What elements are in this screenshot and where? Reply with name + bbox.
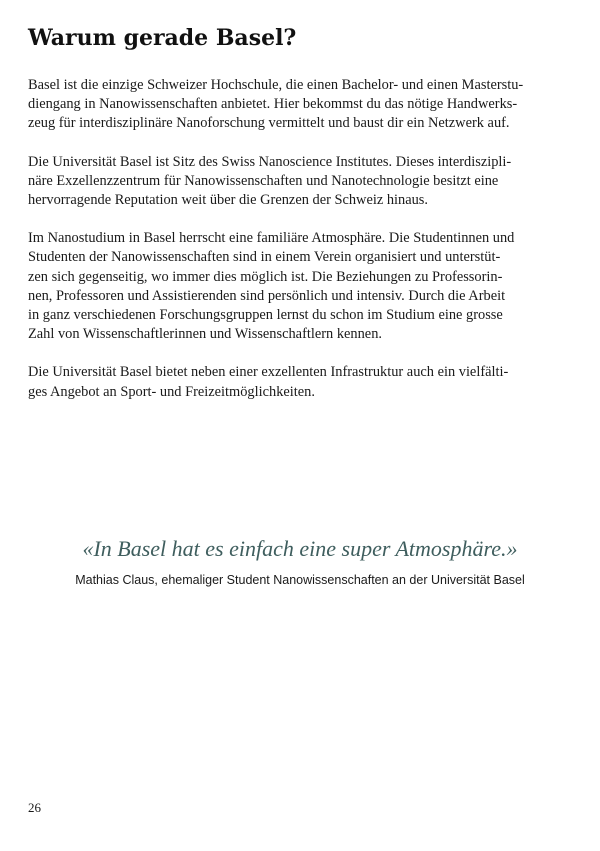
paragraph-atmosphere [28, 229, 574, 344]
text-line: zen sich gegenseitig, wo immer dies möglich ist. Die Beziehungen zu Professorin- [28, 268, 503, 285]
text-line: Studenten der Nanowissenschaften sind in einem Verein organisiert und unterstüt- [28, 249, 501, 266]
pull-quote [0, 534, 600, 588]
text-line: ges Angebot an Sport- und Freizeitmöglichkeiten. [28, 383, 315, 400]
text-line: hervorragende Reputation weit über die Grenzen der Schweiz hinaus. [28, 192, 428, 209]
text-line: Die Universität Basel ist Sitz des Swiss Nanoscience Institutes. Dieses interdiszipli- [28, 153, 512, 170]
text-line: Die Universität Basel bietet neben einer exzellenten Infrastruktur auch ein vielfälti- [28, 364, 509, 381]
page-heading: Warum gerade Basel? [28, 25, 297, 51]
quote-attribution: Mathias Claus, ehemaliger Student Nanowissenschaften an der Universität Basel [75, 573, 525, 587]
paragraph-infrastructure [28, 363, 574, 401]
text-line: Zahl von Wissenschaftlerinnen und Wissenschaftlern kennen. [28, 326, 382, 343]
text-line: Im Nanostudium in Basel herrscht eine familiäre Atmosphäre. Die Studentinnen und [28, 230, 515, 247]
text-line: diengang in Nanowissenschaften anbietet. Hier bekommst du das nötige Handwerks- [28, 96, 518, 113]
text-line: zeug für interdisziplinäre Nanoforschung vermittelt und baust dir ein Netzwerk auf. [28, 115, 510, 132]
text-line: nen, Professoren und Assistierenden sind persönlich und intensiv. Durch die Arbeit [28, 287, 506, 304]
paragraph-institute [28, 153, 574, 211]
page-number: 26 [28, 800, 41, 815]
body-text [28, 76, 574, 421]
quote-text: «In Basel hat es einfach eine super Atmosphäre.» [82, 536, 518, 561]
text-line: Basel ist die einzige Schweizer Hochschule, die einen Bachelor- und einen Masterstu- [28, 77, 524, 93]
text-line: näre Exzellenzzentrum für Nanowissenschaften und Nanotechnologie besitzt eine [28, 172, 499, 189]
paragraph-intro [28, 76, 574, 134]
text-line: in ganz verschiedenen Forschungsgruppen lernst du schon im Studium eine grosse [28, 307, 503, 324]
